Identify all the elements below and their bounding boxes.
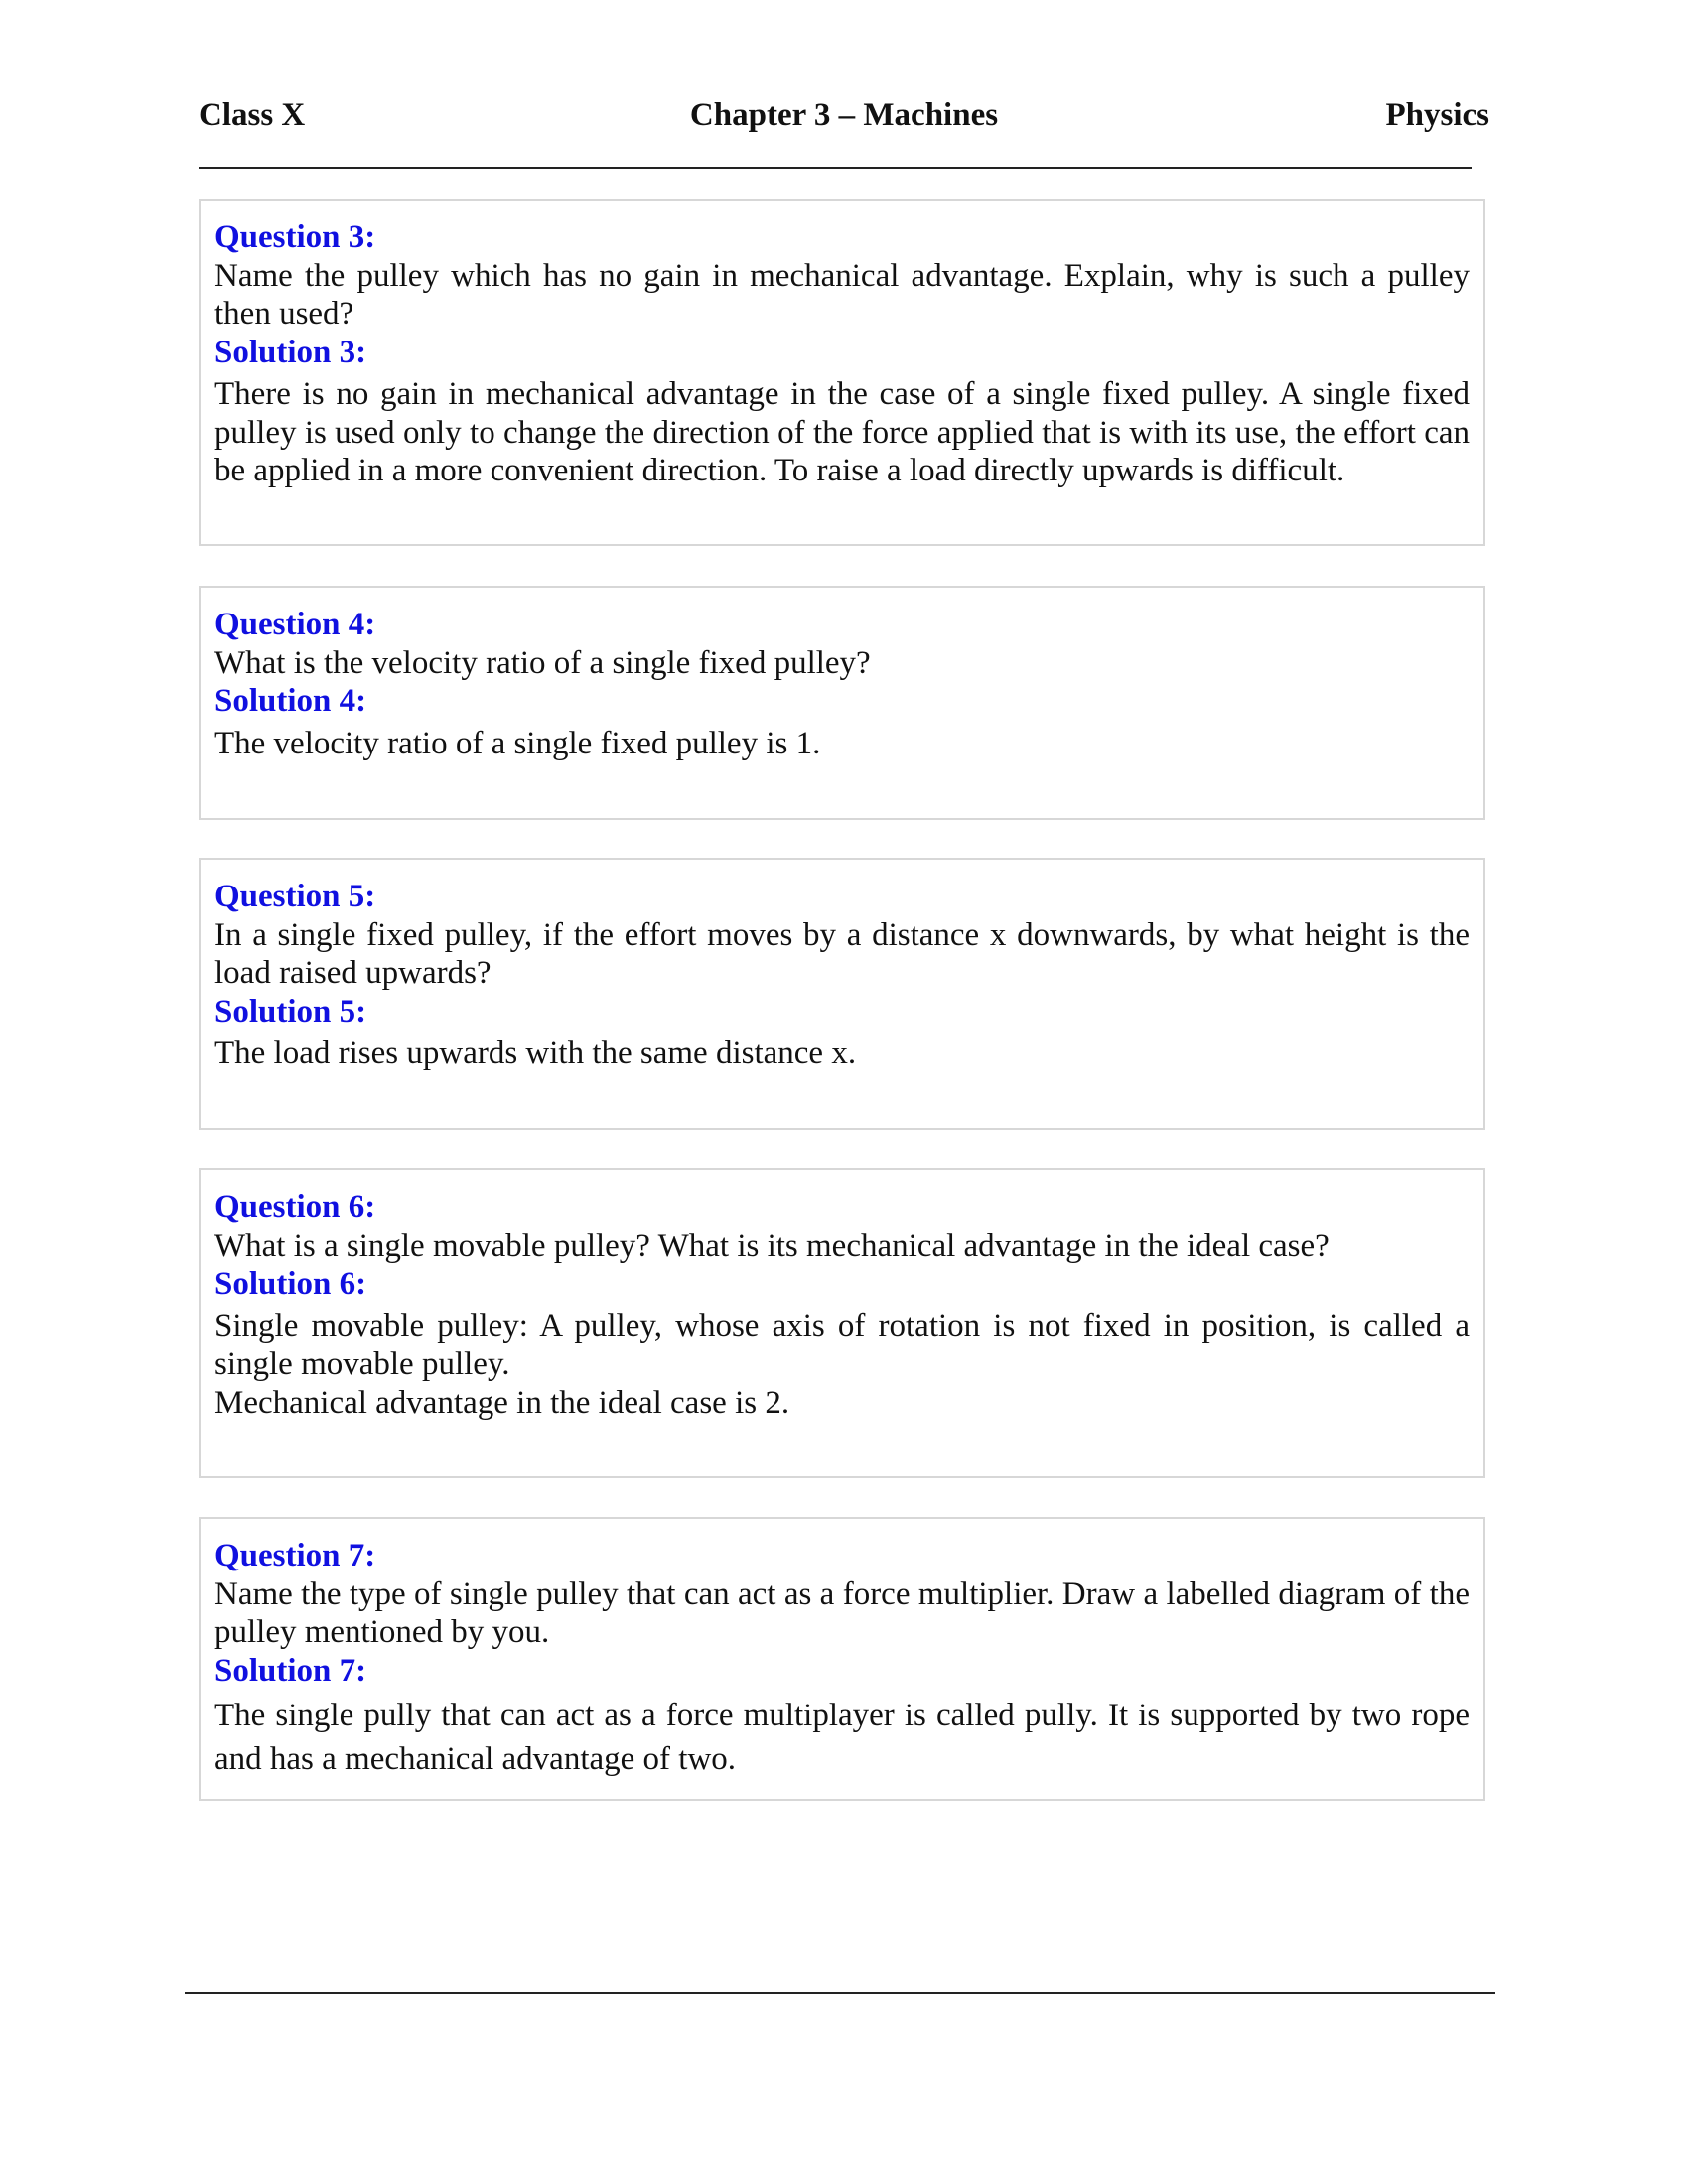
solution-text: [214, 1307, 1470, 1423]
solution-label: Solution 6:: [214, 1266, 367, 1301]
footer-divider: [185, 1992, 1495, 1994]
question-block-6: [199, 1168, 1485, 1478]
question-text: What is a single movable pulley? What is its mechanical advantage in the ideal case?: [214, 1227, 1330, 1264]
solution-paragraph: Mechanical advantage in the ideal case is 2.: [214, 1384, 790, 1421]
solution-text: [214, 375, 1470, 490]
header-divider: [199, 167, 1472, 169]
question-text: In a single fixed pulley, if the effort moves by a distance x downwards, by what height is the load raised upwards?: [214, 916, 1470, 991]
question-label: Question 4:: [214, 607, 376, 642]
solution-paragraph: The velocity ratio of a single fixed pulley is 1.: [214, 725, 821, 761]
solution-label: Solution 4:: [214, 683, 367, 719]
question-block-5: [199, 858, 1485, 1130]
question-block-3: [199, 199, 1485, 546]
solution-paragraph: There is no gain in mechanical advantage in the case of a single fixed pulley. A single fixed pulley is used only to change the direction of the force applied that is with its use, the effort can be applied in a more convenient direction. To raise a load directly upwards is difficult.: [214, 376, 1470, 488]
question-block-7: [199, 1517, 1485, 1801]
chapter-title: Chapter 3 – Machines: [689, 97, 999, 133]
solution-paragraph: Single movable pulley: A pulley, whose axis of rotation is not fixed in position, is called a single movable pulley.: [214, 1307, 1470, 1382]
question-label: Question 5:: [214, 879, 376, 914]
class-label: Class X: [199, 97, 306, 133]
question-label: Question 3:: [214, 219, 376, 255]
question-text: Name the type of single pulley that can act as a force multiplier. Draw a labelled diagram of the pulley mentioned by you.: [214, 1575, 1470, 1650]
solution-text: [214, 725, 1470, 763]
solution-label: Solution 3:: [214, 334, 367, 370]
solution-label: Solution 5:: [214, 993, 367, 1029]
question-label: Question 6:: [214, 1189, 376, 1225]
subject-label: Physics: [1385, 97, 1489, 133]
solution-paragraph: The load rises upwards with the same distance x.: [214, 1035, 857, 1071]
solution-paragraph: The single pully that can act as a force multiplayer is called pully. It is supported by two rope and has a mechanical advantage of two.: [214, 1698, 1470, 1777]
page-header: [199, 97, 1489, 141]
question-label: Question 7:: [214, 1538, 376, 1573]
question-text: Name the pulley which has no gain in mechanical advantage. Explain, why is such a pulley then used?: [214, 257, 1470, 332]
question-text: What is the velocity ratio of a single fixed pulley?: [214, 644, 871, 681]
solution-label: Solution 7:: [214, 1652, 367, 1689]
solution-text: [214, 1034, 1470, 1073]
solution-text: [214, 1694, 1470, 1781]
question-block-4: [199, 586, 1485, 820]
